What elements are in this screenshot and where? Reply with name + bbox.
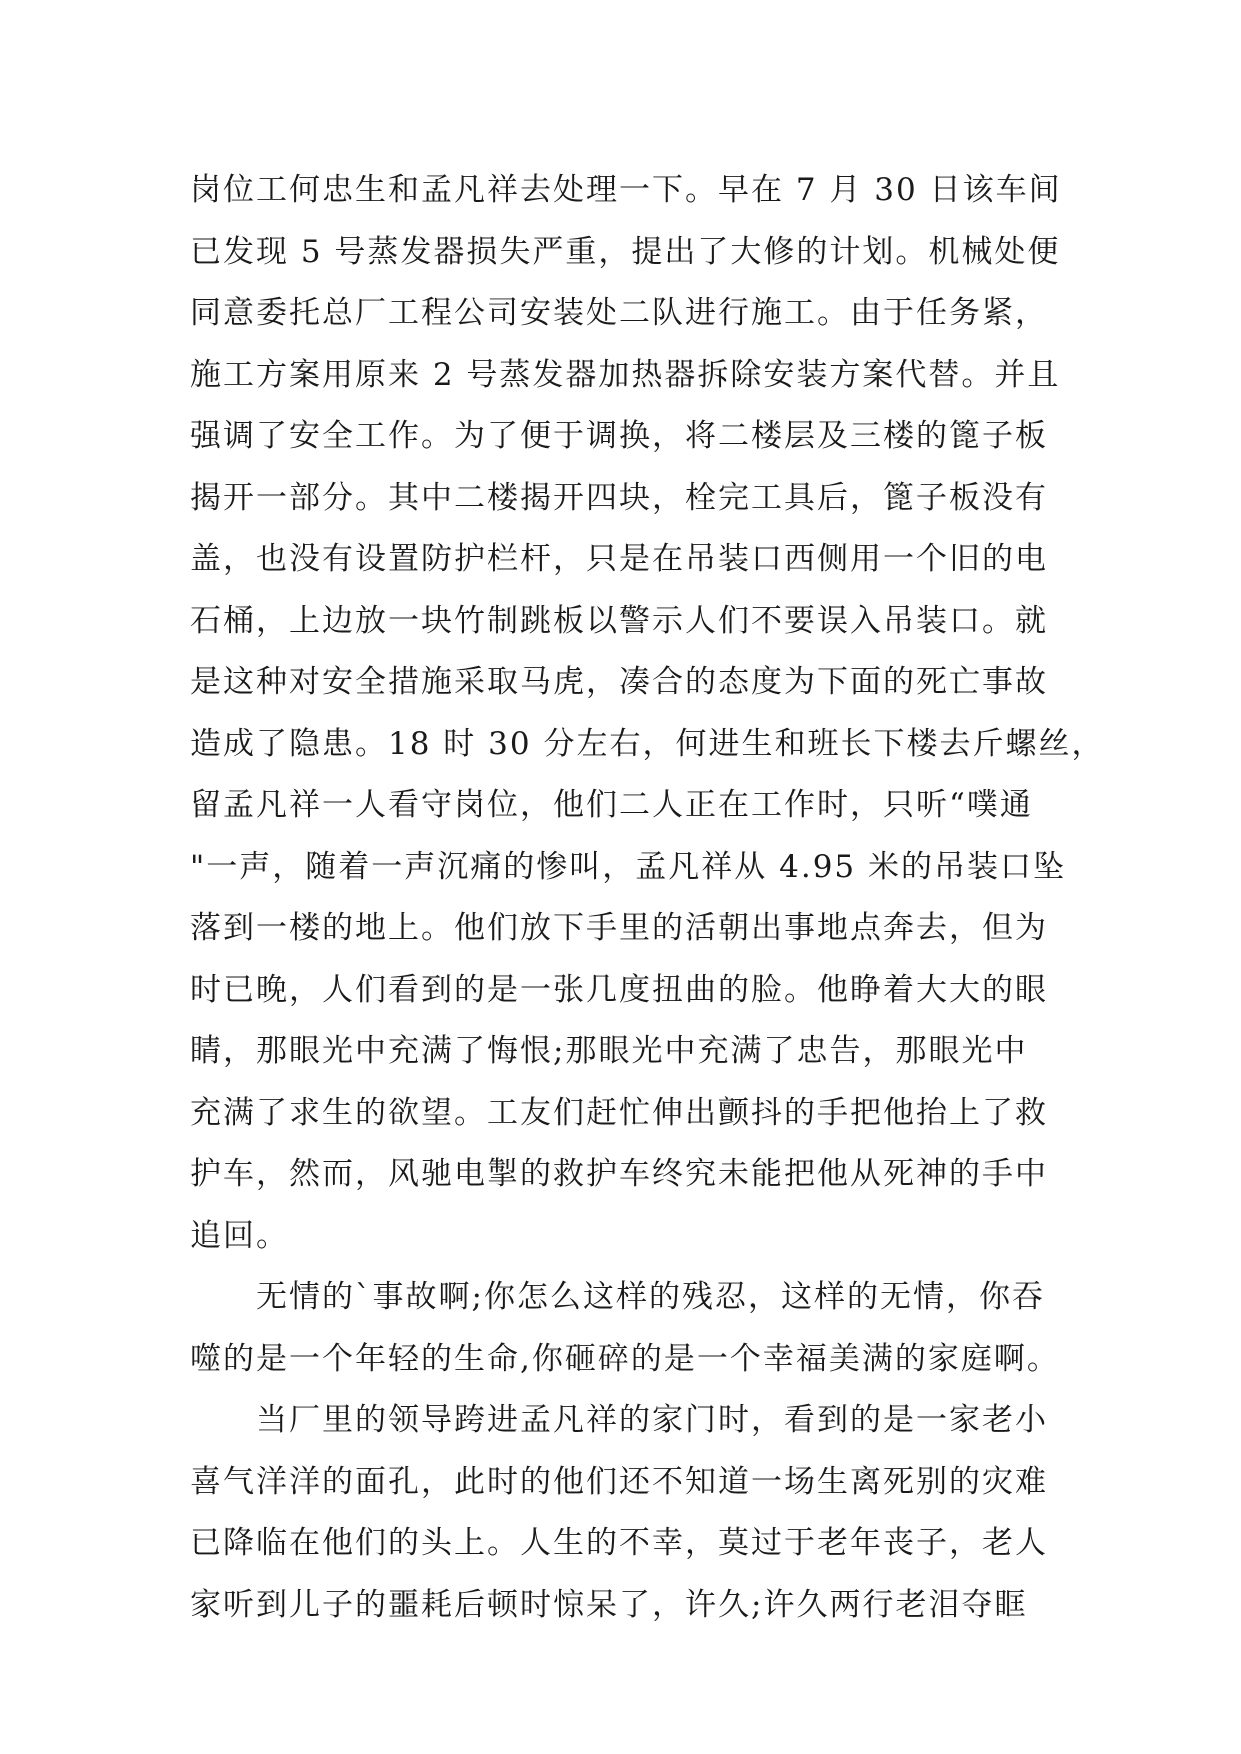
text-line: 已降临在他们的头上。人生的不幸，莫过于老年丧子，老人 — [190, 1525, 1048, 1561]
paragraph-first-line: 当厂里的领导跨进孟凡祥的家门时，看到的是一家老小 — [256, 1402, 1048, 1438]
text-line: 睛，那眼光中充满了悔恨;那眼光中充满了忠告，那眼光中 — [190, 1033, 1028, 1069]
text-line: 揭开一部分。其中二楼揭开四块，栓完工具后，篦子板没有 — [190, 479, 1048, 516]
text-line: 施工方案用原来 2 号蒸发器加热器拆除安装方案代替。并且 — [190, 356, 1061, 393]
text-line: 是这种对安全措施采取马虎，凑合的态度为下面的死亡事故 — [190, 664, 1048, 700]
text-line: 岗位工何忠生和孟凡祥去处理一下。早在 7 月 30 日该车间 — [190, 172, 1062, 208]
text-line: 强调了安全工作。为了便于调换，将二楼层及三楼的篦子板 — [190, 418, 1048, 454]
text-line: 喜气洋洋的面孔，此时的他们还不知道一场生离死别的灾难 — [190, 1463, 1048, 1500]
text-line: 时已晚，人们看到的是一张几度扭曲的脸。他睁着大大的眼 — [190, 971, 1048, 1008]
text-line: 留孟凡祥一人看守岗位，他们二人正在工作时，只听“噗通 — [190, 787, 1033, 823]
text-line: 已发现 5 号蒸发器损失严重，提出了大修的计划。机械处便 — [190, 233, 1061, 270]
text-line: 同意委托总厂工程公司安装处二队进行施工。由于任务紧， — [190, 295, 1048, 331]
text-line: 噬的是一个年轻的生命,你砸碎的是一个幸福美满的家庭啊。 — [190, 1340, 1060, 1377]
text-line: 石桶，上边放一块竹制跳板以警示人们不要误入吊装口。就 — [190, 602, 1048, 639]
text-line: 充满了求生的欲望。工友们赶忙伸出颤抖的手把他抬上了救 — [190, 1094, 1048, 1131]
body-text — [190, 160, 1105, 1636]
text-line: 盖，也没有设置防护栏杆，只是在吊装口西侧用一个旧的电 — [190, 541, 1048, 577]
text-line: 造成了隐患。18 时 30 分左右，何进生和班长下楼去斤螺丝， — [190, 725, 1105, 762]
text-line: 护车，然而，风驰电掣的救护车终究未能把他从死神的手中 — [190, 1156, 1048, 1192]
text-line: 落到一楼的地上。他们放下手里的活朝出事地点奔去，但为 — [190, 910, 1048, 946]
text-line: 追回。 — [190, 1217, 289, 1254]
paragraph-first-line: 无情的`事故啊;你怎么这样的残忍，这样的无情，你吞 — [256, 1279, 1045, 1315]
text-line: 家听到儿子的噩耗后顿时惊呆了，许久;许久两行老泪夺眶 — [190, 1586, 1028, 1623]
text-line: "一声，随着一声沉痛的惨叫，孟凡祥从 4.95 米的吊装口坠 — [190, 848, 1066, 885]
